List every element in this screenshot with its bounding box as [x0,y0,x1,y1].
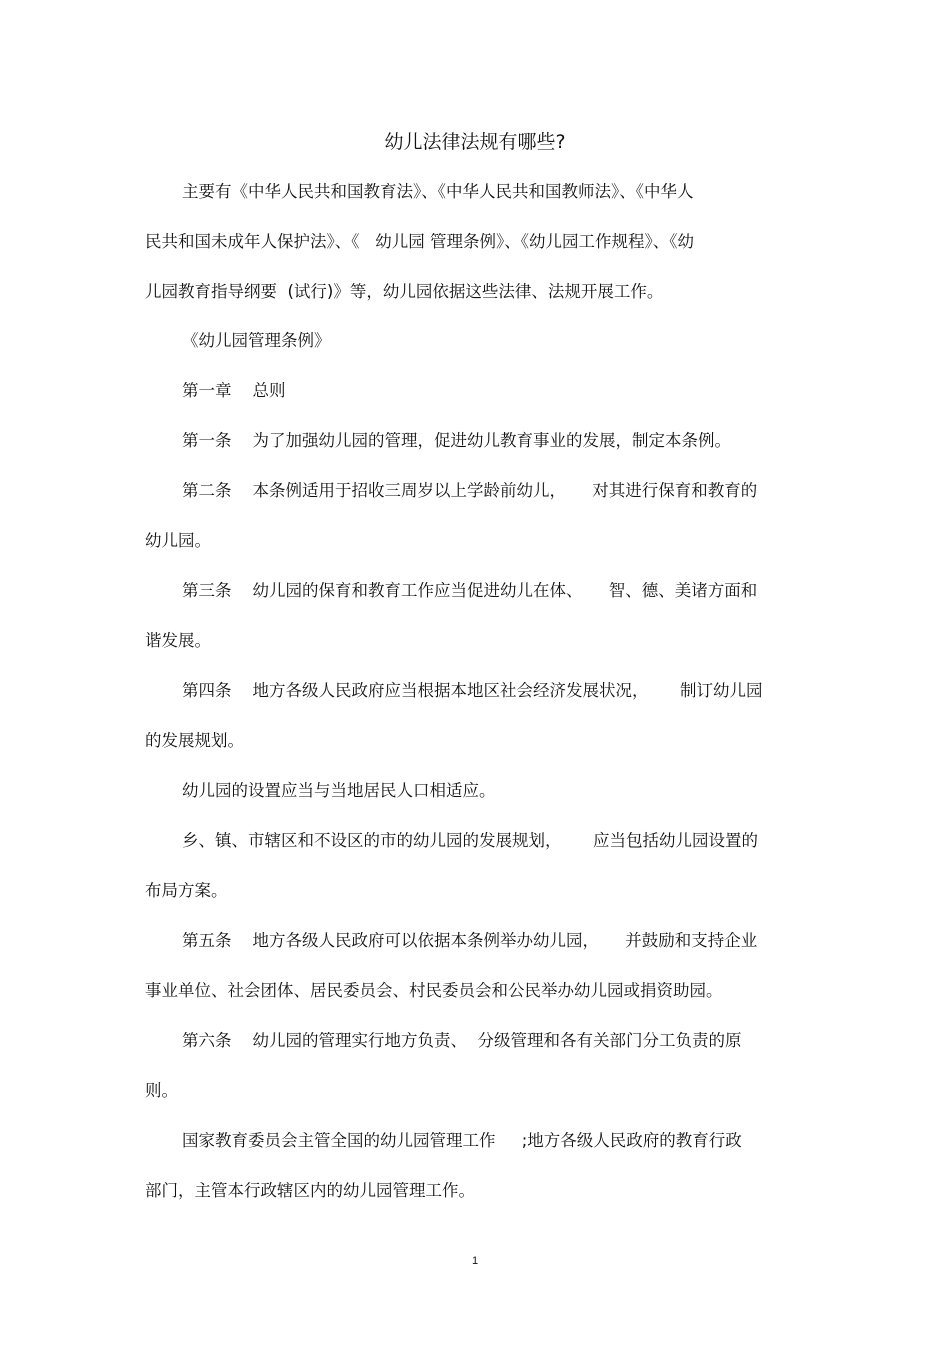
text-line: 幼儿园的设置应当与当地居民人口相适应。 [182,781,496,800]
text-line: 则。 [145,1081,178,1100]
text-line: 儿园教育指导纲要 (试行)》等，幼儿园依据这些法律、法规开展工作。 [145,282,664,301]
document-title: 幼儿法律法规有哪些? [384,131,566,153]
text-line: 第一条 为了加强幼儿园的管理，促进幼儿教育事业的发展，制定本条例。 [182,431,731,450]
text-line: 的发展规划。 [145,731,244,750]
text-line: 主要有《中华人民共和国教育法》、《中华人民共和国教师法》、《中华人 [182,182,694,201]
text-line: 民共和国未成年人保护法》、《 幼儿园 管理条例》、《幼儿园工作规程》、《幼 [145,232,694,251]
text-line: 国家教育委员会主管全国的幼儿园管理工作 ;地方各级人民政府的教育行政 [182,1131,742,1150]
section-heading: 《幼儿园管理条例》 [182,331,331,350]
text-line: 布局方案。 [145,881,228,900]
text-line: 第五条 地方各级人民政府可以依据本条例举办幼儿园， 并鼓励和支持企业 [182,931,758,950]
text-line: 乡、镇、市辖区和不设区的市的幼儿园的发展规划， 应当包括幼儿园设置的 [182,831,758,850]
text-line: 部门，主管本行政辖区内的幼儿园管理工作。 [145,1181,475,1200]
text-line: 谐发展。 [145,631,211,650]
text-line: 幼儿园。 [145,531,211,550]
page-number: 1 [471,1255,479,1267]
text-line: 第二条 本条例适用于招收三周岁以上学龄前幼儿， 对其进行保育和教育的 [182,481,758,500]
text-line: 事业单位、社会团体、居民委员会、村民委员会和公民举办幼儿园或捐资助园。 [145,981,723,1000]
text-line: 第六条 幼儿园的管理实行地方负责、 分级管理和各有关部门分工负责的原 [182,1031,742,1050]
chapter-heading: 第一章 总则 [182,381,286,400]
text-line: 第三条 幼儿园的保育和教育工作应当促进幼儿在体、 智、德、美诸方面和 [182,581,758,600]
text-line: 第四条 地方各级人民政府应当根据本地区社会经济发展状况， 制订幼儿园 [182,681,763,700]
